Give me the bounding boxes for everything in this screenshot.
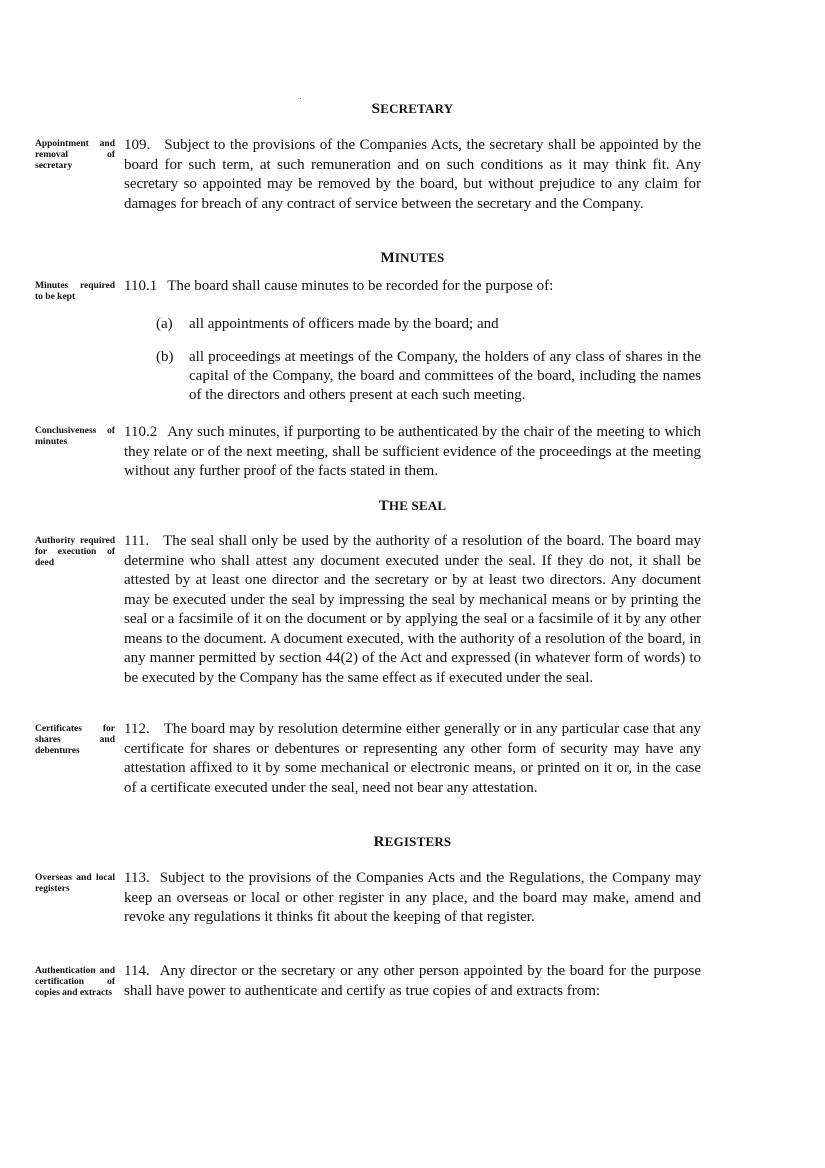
clause-110-1-b bbox=[156, 348, 701, 405]
section-heading-registers bbox=[124, 834, 701, 851]
margin-note-111: Authority required for execution of deed bbox=[35, 536, 115, 568]
section-heading-secretary bbox=[124, 101, 701, 118]
margin-note-114: Authentication and certification of copies and extracts bbox=[35, 966, 115, 998]
clause-number: 114. bbox=[124, 963, 150, 979]
margin-note-109: Appointment and removal of secretary bbox=[35, 139, 115, 171]
heading-initial: R bbox=[373, 834, 385, 850]
margin-note-113: Overseas and local registers bbox=[35, 873, 115, 894]
heading-initial: T bbox=[378, 498, 389, 514]
heading-initial: S bbox=[371, 101, 381, 117]
clause-number: 109. bbox=[124, 137, 151, 153]
heading-initial: M bbox=[380, 250, 395, 266]
clause-number: 110.2 bbox=[124, 424, 158, 440]
clause-110-1 bbox=[124, 277, 701, 297]
clause-112 bbox=[124, 720, 701, 798]
heading-rest: EGISTERS bbox=[384, 834, 452, 849]
clause-text: The board shall cause minutes to be recorded for the purpose of: bbox=[167, 278, 554, 294]
clause-number: 112. bbox=[124, 721, 150, 737]
heading-rest: ECRETARY bbox=[380, 101, 454, 116]
clause-110-2 bbox=[124, 423, 701, 482]
heading-rest: INUTES bbox=[394, 250, 445, 265]
clause-113 bbox=[124, 869, 701, 928]
margin-note-110-2: Conclusiveness of minutes bbox=[35, 426, 115, 447]
margin-note-110-1: Minutes required to be kept bbox=[35, 281, 115, 302]
clause-number: 113. bbox=[124, 870, 150, 886]
clause-text: Any such minutes, if purporting to be authenticated by the chair of the meeting to which they relate or of the next meeting, shall be sufficient evidence of the proceedings at the meeting without any further proof of the facts stated in them. bbox=[124, 424, 701, 479]
item-text: all appointments of officers made by the board; and bbox=[189, 316, 499, 332]
clause-114 bbox=[124, 962, 701, 1001]
heading-rest: HE SEAL bbox=[388, 498, 447, 513]
clause-109 bbox=[124, 136, 701, 214]
clause-110-1-a bbox=[156, 315, 701, 334]
clause-text: The seal shall only be used by the authority of a resolution of the board. The board may determine who shall attest any document executed under the seal. If they do not, it shall be attested by at least one director and the secretary or by at least two directors. Any document may be executed under the seal by impressing the seal by mechanical means or by printing the seal or a facsimile of it on the document or by applying the seal or a facsimile of it by any other means to the document. A document executed, with the authority of a resolution of the board, in any manner permitted by section 44(2) of the Act and expressed (in whatever form of words) to be executed by the Company has the same effect as if executed under the seal. bbox=[124, 533, 701, 686]
section-heading-minutes bbox=[124, 250, 701, 267]
clause-number: 111. bbox=[124, 533, 150, 549]
clause-number: 110.1 bbox=[124, 278, 158, 294]
clause-text: The board may by resolution determine either generally or in any particular case that any certificate for shares or debentures or representing any other form of security may have any attestation affixed to it by some mechanical or electronic means, or printed on it or, in the case of a certificate executed under the seal, need not bear any attestation. bbox=[124, 721, 701, 796]
clause-text: Subject to the provisions of the Companies Acts, the secretary shall be appointed by the board for such term, at such remuneration and on such conditions as it may think fit. Any secretary so appointed may be removed by the board, but without prejudice to any claim for damages for breach of any contract of service between the secretary and the Company. bbox=[124, 137, 701, 212]
item-text: all proceedings at meetings of the Company, the holders of any class of shares in the capital of the Company, the board and committees of the board, including the names of the directors and others present at each such meeting. bbox=[189, 349, 701, 403]
clause-text: Subject to the provisions of the Companies Acts and the Regulations, the Company may keep an overseas or local or other register in any place, and the board may make, amend and revoke any regulations it thinks fit about the keeping of that register. bbox=[124, 870, 701, 925]
item-label: (b) bbox=[156, 349, 174, 365]
section-heading-seal bbox=[124, 498, 701, 515]
margin-note-112: Certificates for shares and debentures bbox=[35, 724, 115, 756]
clause-111 bbox=[124, 532, 701, 688]
item-label: (a) bbox=[156, 316, 173, 332]
clause-text: Any director or the secretary or any other person appointed by the board for the purpose shall have power to authenticate and certify as true copies of and extracts from: bbox=[124, 963, 701, 999]
speck bbox=[300, 98, 301, 99]
